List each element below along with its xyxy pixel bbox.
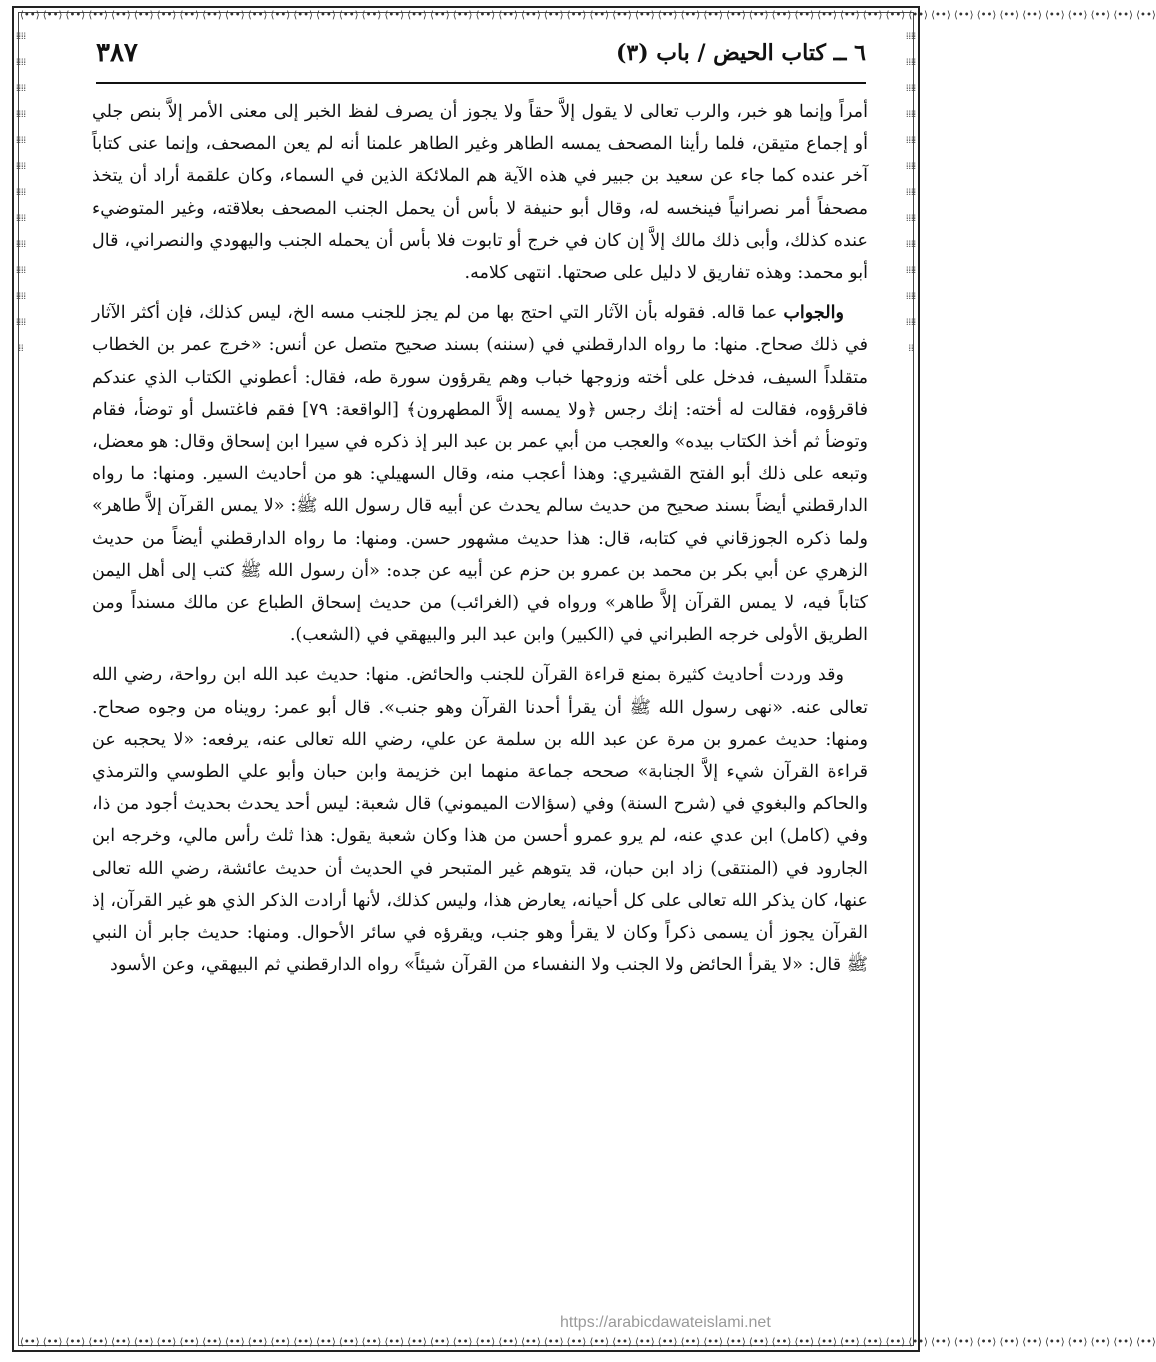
page-number: ٣٨٧ <box>96 38 138 68</box>
ornamental-border-left: ⁞⁞⁞⁞⁞⁞⁞⁞⁞⁞⁞⁞⁞⁞⁞⁞⁞⁞⁞⁞⁞⁞⁞⁞⁞⁞⁞⁞⁞⁞⁞⁞⁞⁞⁞⁞⁞⁞⁞⁞⁞⁞⁞⁞⁞⁞⁞⁞⁞⁞ <box>16 32 27 354</box>
watermark: https://arabicdawateislami.net <box>560 1314 771 1331</box>
paragraph-2-lead: والجواب <box>783 302 844 324</box>
paragraph-1 <box>92 96 868 289</box>
paragraph-1-text: أمراً وإنما هو خبر، والرب تعالى لا يقول إلاَّ حقاً ولا يجوز أن يصرف لفظ الخبر إلى معنى الأمر إلاَّ بنص جلي أو إجماع متيقن، فلما رأينا المصحف يمسه الطاهر وغير الطاهر علمنا أنه لم يعن المصحف، وإنما عنى كتاباً آخر عنده كما جاء عن سعيد بن جبير في هذه الآية هم الملائكة الذين في السماء، وكان علقمة أراد أن يتخذ مصحفاً أمر نصرانياً فينخسه له، وقال أبو حنيفة لا بأس أن يحمل الجنب المصحف بعلاقته، وغير المتوضيء عنده كذلك، وأبى ذلك مالك إلاَّ إن كان في خرج أو تابوت فلا بأس أن يحمله الجنب واليهودي والنصراني، قال أبو محمد: وهذه تفاريق لا دليل على صحتها. انتهى كلامه. <box>92 102 868 284</box>
ornamental-border-right: ⁞⁞⁞⁞⁞⁞⁞⁞⁞⁞⁞⁞⁞⁞⁞⁞⁞⁞⁞⁞⁞⁞⁞⁞⁞⁞⁞⁞⁞⁞⁞⁞⁞⁞⁞⁞⁞⁞⁞⁞⁞⁞⁞⁞⁞⁞⁞⁞⁞⁞ <box>906 32 917 354</box>
ornamental-border-top: ⟨••⟩ ⟨••⟩ ⟨••⟩ ⟨••⟩ ⟨••⟩ ⟨••⟩ ⟨••⟩ ⟨••⟩ ⟨••⟩ ⟨••⟩ ⟨••⟩ ⟨••⟩ ⟨••⟩ ⟨••⟩ ⟨••⟩ ⟨••⟩ ⟨••⟩ ⟨••⟩ ⟨••⟩ ⟨••⟩ ⟨••⟩ ⟨••⟩ ⟨••⟩ ⟨••⟩ ⟨••⟩ ⟨••⟩ ⟨••⟩ ⟨••⟩ ⟨••⟩ ⟨••⟩ ⟨••⟩ ⟨••⟩ ⟨••⟩ ⟨••⟩ ⟨••⟩ ⟨••⟩ ⟨••⟩ ⟨••⟩ ⟨••⟩ ⟨••⟩ ⟨••⟩ ⟨••⟩ ⟨••⟩ ⟨••⟩ ⟨••⟩ ⟨••⟩ ⟨••⟩ ⟨••⟩ ⟨••⟩ ⟨••⟩ <box>20 10 1156 21</box>
paragraph-3 <box>92 659 868 981</box>
page-header <box>96 36 866 84</box>
page-body <box>92 96 868 1304</box>
paragraph-2 <box>92 297 868 651</box>
running-head: ٦ ــ كتاب الحيض / باب (٣) <box>615 40 866 66</box>
ornamental-border-bottom: ⟨••⟩ ⟨••⟩ ⟨••⟩ ⟨••⟩ ⟨••⟩ ⟨••⟩ ⟨••⟩ ⟨••⟩ ⟨••⟩ ⟨••⟩ ⟨••⟩ ⟨••⟩ ⟨••⟩ ⟨••⟩ ⟨••⟩ ⟨••⟩ ⟨••⟩ ⟨••⟩ ⟨••⟩ ⟨••⟩ ⟨••⟩ ⟨••⟩ ⟨••⟩ ⟨••⟩ ⟨••⟩ ⟨••⟩ ⟨••⟩ ⟨••⟩ ⟨••⟩ ⟨••⟩ ⟨••⟩ ⟨••⟩ ⟨••⟩ ⟨••⟩ ⟨••⟩ ⟨••⟩ ⟨••⟩ ⟨••⟩ ⟨••⟩ ⟨••⟩ ⟨••⟩ ⟨••⟩ ⟨••⟩ ⟨••⟩ ⟨••⟩ ⟨••⟩ ⟨••⟩ ⟨••⟩ ⟨••⟩ ⟨••⟩ <box>20 1337 1156 1348</box>
paragraph-3-text: وقد وردت أحاديث كثيرة بمنع قراءة القرآن للجنب والحائض. منها: حديث عبد الله ابن رواحة، رضي الله تعالى عنه. «نهى رسول الله ﷺ أن يقرأ أحدنا القرآن وهو جنب». قال أبو عمر: رويناه من وجوه صحاح. ومنها: حديث عمرو بن مرة عن عبد الله بن سلمة عن علي، رضي الله تعالى عنه، يرفعه: «لا يحجبه عن قراءة القرآن شيء إلاَّ الجنابة» صححه جماعة منهما ابن خزيمة وابن حبان وأبو علي الطوسي والترمذي والحاكم والبغوي في (شرح السنة) وفي (سؤالات الميموني) قال شعبة: ليس أحد يحدث بحديث أجود من ذا، وفي (كامل) ابن عدي عنه، لم يرو عمرو أحسن من هذا وكان شعبة يقول: هذا ثلث رأس مالي، وخرجه ابن الجارود في (المنتقى) زاد ابن حبان، قد يتوهم غير المتبحر في الحديث أن حديث عائشة، رضي الله تعالى عنها، كان يذكر الله تعالى على كل أحيانه، يعارض هذا، وليس كذلك، لأنها أرادت الذكر الذي هو غير القرآن، إذ القرآن يجوز أن يسمى ذكراً وكان لا يقرأ وهو جنب، ويقرؤه في سائر الأحوال. ومنها: حديث جابر أن النبي ﷺ قال: «لا يقرأ الحائض ولا الجنب ولا النفساء من القرآن شيئاً» رواه الدارقطني ثم البيهقي، وعن الأسود <box>92 665 868 976</box>
paragraph-2-text: عما قاله. فقوله بأن الآثار التي احتج بها من لم يجز للجنب مسه الخ، ليس كذلك، فإن أكثر الآثار في ذلك صحاح. منها: ما رواه الدارقطني في (سننه) بسند صحيح متصل عن أنس: «خرج عمر بن الخطاب متقلداً السيف، فدخل على أخته وزوجها خباب وهم يقرؤون سورة طه، فقال: أعطوني الكتاب الذي عندكم فاقرؤوه، فقالت له أخته: إنك رجس ﴿ولا يمسه إلاَّ المطهرون﴾ [الواقعة: ٧٩] فقم فاغتسل أو توضأ، فقام وتوضأ ثم أخذ الكتاب بيده» والعجب من أبي عمر بن عبد البر إذ ذكره في سيرا ابن إسحاق وقال: هو معضل، وتبعه على ذلك أبو الفتح القشيري: وهذا أعجب منه، وقال السهيلي: هو من أحاديث السير. ومنها: ما رواه الدارقطني أيضاً بسند صحيح من حديث سالم يحدث عن أبيه قال رسول الله ﷺ: «لا يمس القرآن إلاَّ طاهر» ولما ذكره الجوزقاني في كتابه، قال: هذا حديث مشهور حسن. ومنها: ما رواه الدارقطني أيضاً من حديث الزهري عن أبي بكر بن محمد بن عمرو بن حزم عن أبيه عن جده: «أن رسول الله ﷺ كتب إلى أهل اليمن كتاباً فيه، لا يمس القرآن إلاَّ طاهر» ورواه في (الغرائب) من حديث إسحاق الطباع عن مالك مسنداً ومن الطريق الأولى خرجه الطبراني في (الكبير) وابن عبد البر والبيهقي في (الشعب). <box>92 303 868 646</box>
